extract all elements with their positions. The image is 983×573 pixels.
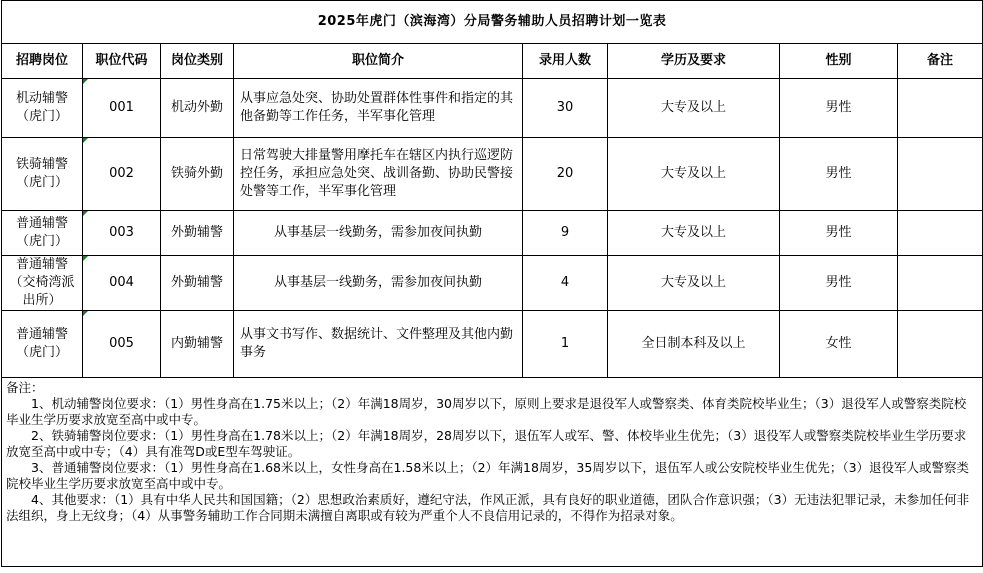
table-row	[2, 311, 983, 378]
cell-code: 005	[83, 311, 161, 378]
cell-category: 外勤辅警	[161, 211, 234, 256]
cell-education: 全日制本科及以上	[608, 311, 780, 378]
cell-intro: 日常驾驶大排量警用摩托车在辖区内执行巡逻防控任务，承担应急处突、战训备勤、协助民警接处警等工作，半军事化管理	[234, 138, 523, 211]
cell-category: 机动外勤	[161, 79, 234, 138]
table-row	[2, 211, 983, 256]
cell-post: 普通辅警（虎门）	[2, 311, 83, 378]
cell-count: 9	[523, 211, 608, 256]
header-remark: 备注	[898, 44, 983, 79]
header-code: 职位代码	[83, 44, 161, 79]
cell-count: 4	[523, 256, 608, 311]
cell-post: 机动辅警（虎门）	[2, 79, 83, 138]
cell-education: 大专及以上	[608, 256, 780, 311]
cell-remark	[898, 79, 983, 138]
cell-remark	[898, 211, 983, 256]
note-item: 4、其他要求：（1）具有中华人民共和国国籍；（2）思想政治素质好，遵纪守法，作风正派，具有良好的职业道德，团队合作意识强；（3）无违法犯罪记录，未参加任何非法组织，身上无纹身；（4）从事警务辅助工作合同期未满擅自离职或有较为严重个人不良信用记录的，不得作为招录对象。	[6, 492, 970, 523]
cell-gender: 女性	[780, 311, 898, 378]
cell-remark	[898, 311, 983, 378]
notes-block	[2, 378, 983, 567]
recruitment-table	[1, 0, 983, 567]
cell-category: 内勤辅警	[161, 311, 234, 378]
cell-gender: 男性	[780, 211, 898, 256]
cell-intro: 从事文书写作、数据统计、文件整理及其他内勤事务	[234, 311, 523, 378]
cell-code: 004	[83, 256, 161, 311]
cell-count: 30	[523, 79, 608, 138]
cell-education: 大专及以上	[608, 211, 780, 256]
cell-intro: 从事应急处突、协助处置群体性事件和指定的其他备勤等工作任务，半军事化管理	[234, 79, 523, 138]
header-row	[2, 44, 983, 79]
header-category: 岗位类别	[161, 44, 234, 79]
cell-category: 外勤辅警	[161, 256, 234, 311]
notes-row	[2, 378, 983, 567]
cell-intro: 从事基层一线勤务，需参加夜间执勤	[234, 211, 523, 256]
header-count: 录用人数	[523, 44, 608, 79]
cell-intro: 从事基层一线勤务，需参加夜间执勤	[234, 256, 523, 311]
notes-label: 备注：	[6, 380, 44, 395]
table-title: 2025年虎门（滨海湾）分局警务辅助人员招聘计划一览表	[2, 1, 983, 44]
cell-education: 大专及以上	[608, 138, 780, 211]
table-row	[2, 79, 983, 138]
cell-code: 001	[83, 79, 161, 138]
cell-post: 普通辅警（交椅湾派出所）	[2, 256, 83, 311]
cell-post: 铁骑辅警（虎门）	[2, 138, 83, 211]
cell-remark	[898, 138, 983, 211]
cell-gender: 男性	[780, 79, 898, 138]
header-intro: 职位简介	[234, 44, 523, 79]
note-item: 2、铁骑辅警岗位要求：（1）男性身高在1.78米以上；（2）年满18周岁，28周岁以下，退伍军人或军、警、体校毕业生优先；（3）退役军人或警察类院校毕业生学历要求放宽至高中或中专；（4）具有准驾D或E型车驾驶证。	[6, 428, 967, 459]
cell-code: 002	[83, 138, 161, 211]
cell-code: 003	[83, 211, 161, 256]
header-post: 招聘岗位	[2, 44, 83, 79]
cell-education: 大专及以上	[608, 79, 780, 138]
header-education: 学历及要求	[608, 44, 780, 79]
header-gender: 性别	[780, 44, 898, 79]
cell-gender: 男性	[780, 138, 898, 211]
cell-count: 1	[523, 311, 608, 378]
cell-gender: 男性	[780, 256, 898, 311]
table-row	[2, 256, 983, 311]
cell-post: 普通辅警（虎门）	[2, 211, 83, 256]
note-item: 1、机动辅警岗位要求：（1）男性身高在1.75米以上；（2）年满18周岁，30周岁以下，原则上要求是退役军人或警察类、体育类院校毕业生；（3）退役军人或警察类院校毕业生学历要求放宽至高中或中专。	[6, 396, 967, 427]
table-row	[2, 138, 983, 211]
cell-count: 20	[523, 138, 608, 211]
note-item: 3、普通辅警岗位要求：（1）男性身高在1.68米以上，女性身高在1.58米以上；（2）年满18周岁，35周岁以下，退伍军人或公安院校毕业生优先；（3）退役军人或警察类院校毕业生学历要求放宽至高中或中专。	[6, 460, 970, 491]
cell-remark	[898, 256, 983, 311]
cell-category: 铁骑外勤	[161, 138, 234, 211]
